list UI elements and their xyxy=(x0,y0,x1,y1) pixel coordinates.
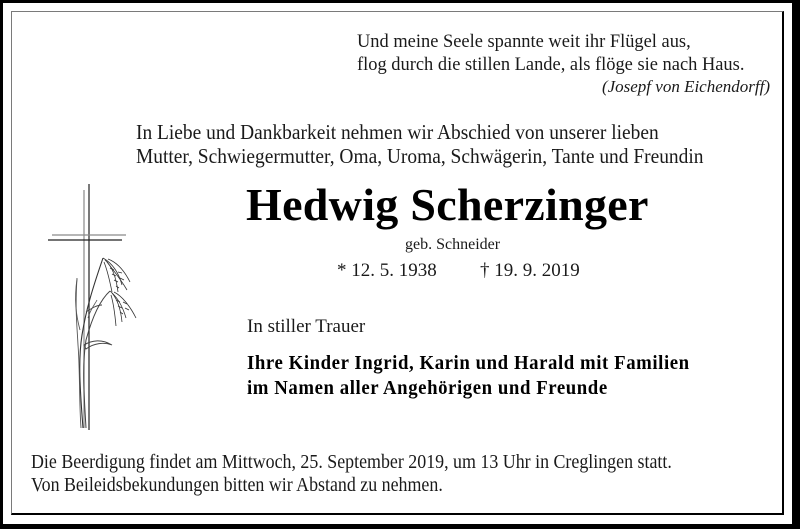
quote-attribution: (Josepf von Eichendorff) xyxy=(601,77,770,96)
mourners-line-2: im Namen aller Angehörigen und Freunde xyxy=(247,377,608,399)
cross-with-wheat-icon xyxy=(40,180,150,436)
funeral-line-2: Von Beileidsbekundungen bitten wir Abstand zu nehmen. xyxy=(31,474,443,496)
quote-line-1: Und meine Seele spannte weit ihr Flügel aus, xyxy=(357,31,691,52)
maiden-name: geb. Schneider xyxy=(405,236,501,253)
funeral-line-1: Die Beerdigung findet am Mittwoch, 25. September 2019, um 13 Uhr in Creglingen statt. xyxy=(31,451,672,473)
intro-line-2: Mutter, Schwiegermutter, Oma, Uroma, Schwägerin, Tante und Freundin xyxy=(136,144,704,168)
quote-line-2: flog durch die stillen Lande, als flöge sie nach Haus. xyxy=(357,54,745,75)
mourning-heading: In stiller Trauer xyxy=(247,316,366,337)
intro-line-1: In Liebe und Dankbarkeit nehmen wir Abschied von unserer lieben xyxy=(136,120,659,144)
deceased-name: Hedwig Scherzinger xyxy=(246,179,649,230)
birth-date: * 12. 5. 1938 xyxy=(337,260,437,281)
death-date: † 19. 9. 2019 xyxy=(480,260,580,281)
mourners-line-1: Ihre Kinder Ingrid, Karin und Harald mit Familien xyxy=(247,352,690,374)
